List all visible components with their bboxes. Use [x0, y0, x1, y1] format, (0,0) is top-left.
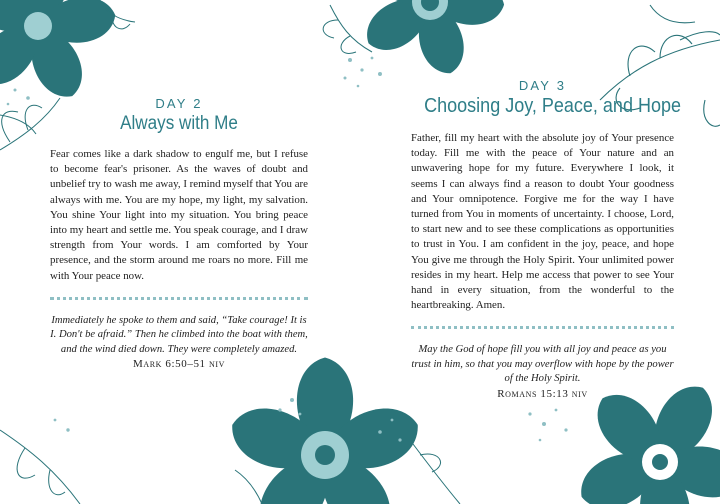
teal-flower-icon — [0, 0, 118, 106]
right-page — [411, 78, 681, 400]
teal-flower-icon — [357, 0, 505, 79]
teal-flower-icon — [224, 358, 427, 504]
devotion-title: Choosing Joy, Peace, and Hope — [424, 95, 681, 117]
day-label: DAY 3 — [518, 78, 567, 93]
dotted-divider — [411, 326, 674, 329]
leaf-sprig-icon — [100, 0, 372, 53]
scripture-quote: Immediately he spoke to them and said, “Take courage! It is I. Don't be afraid.” Then he climbed into the boat with them, and the wind died down. They were completely amazed. — [50, 314, 308, 355]
day-label: DAY 2 — [155, 96, 203, 111]
scripture-reference: Romans 15:13 niv — [497, 387, 588, 400]
devotion-body: Father, fill my heart with the absolute joy of Your presence today. Fill me with the peace of Your nature and an unwavering hope for my future. Everywhere I look, it seems I can always find a reason to doubt Your goodness and Your omnipotence. Forgive me for the way I have turned from You in moments of uncertainty. I choose, Lord, to start new and to see these complications as opportunities to trust in You. I am confident in the joy, peace, and hope You give me through the Holy Spirit. Your unlimited power resides in my heart. Help me access that power to see Your hand in every situation, from the wonderful to the heartbreaking. Amen. — [411, 132, 674, 312]
devotion-body: Fear comes like a dark shadow to engulf me, but I refuse to become fear's prisoner. As the waves of doubt and unbelief try to wash me away, I remind myself that You are always with me. You are my hope, my light, my salvation. You shine Your light into my situation. You bring peace into my heart and settle me. You speak courage, and I draw strength from Your words. I am comforted by Your presence, and the storm around me roars no more. Fill me with Your peace now. — [50, 148, 308, 282]
scripture-quote: May the God of hope fill you with all joy and peace as you trust in him, so that you may overflow with hope by the power of the Holy Spirit. — [411, 344, 674, 385]
left-page — [50, 96, 308, 370]
devotion-title: Always with Me — [120, 113, 238, 134]
scripture-reference: Mark 6:50–51 niv — [132, 358, 226, 371]
dotted-divider — [50, 297, 308, 300]
